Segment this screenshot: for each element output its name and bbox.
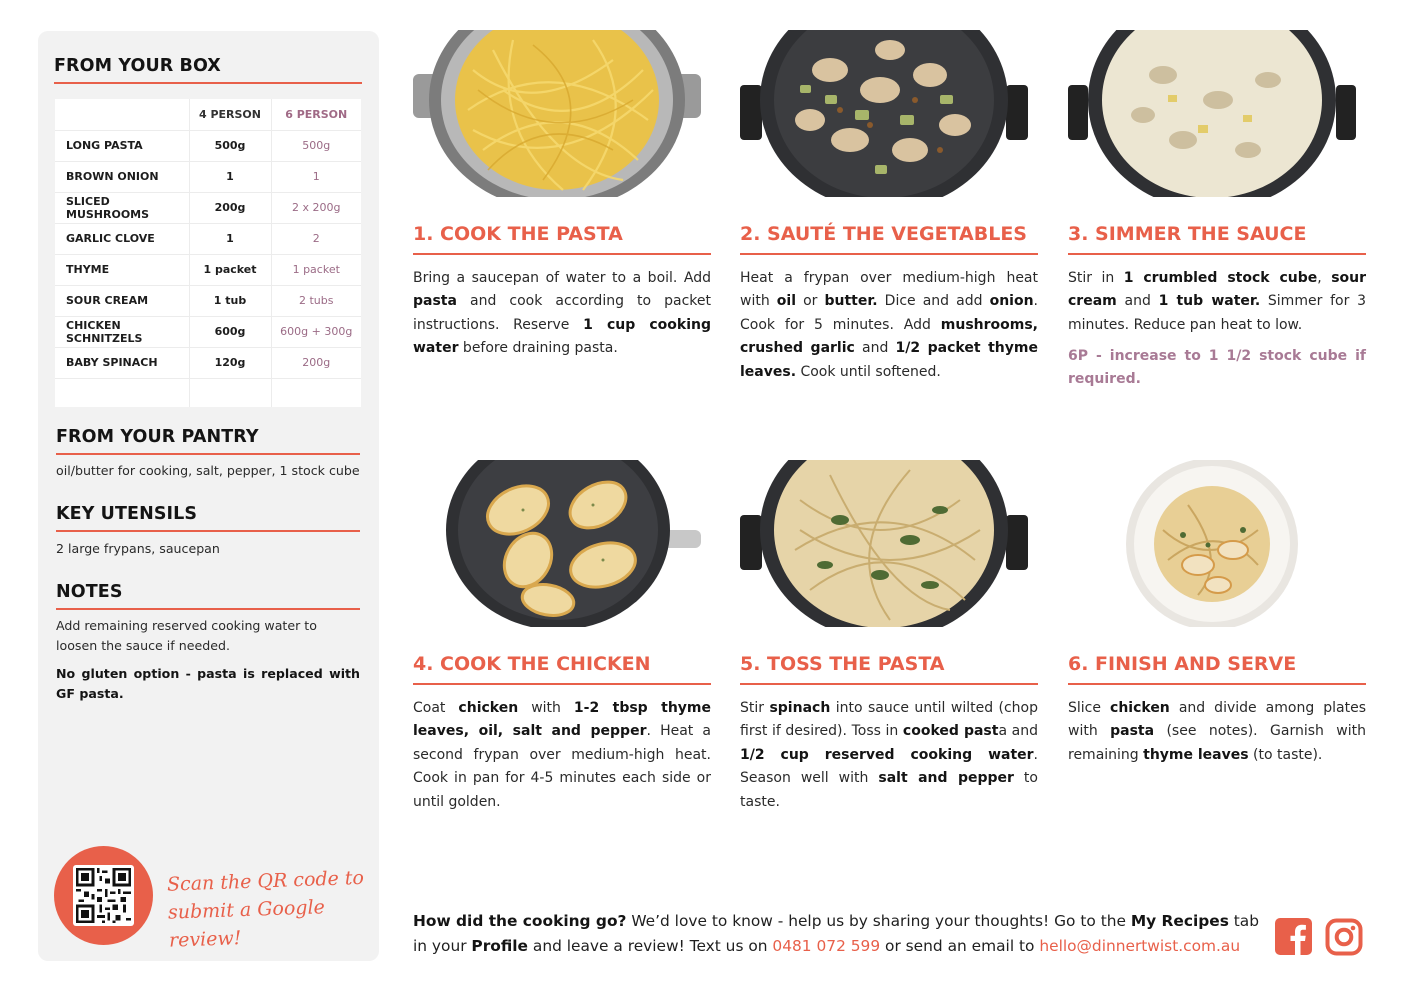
table-row bbox=[55, 316, 361, 347]
ingredient-name: CHICKEN SCHNITZELS bbox=[55, 316, 189, 347]
qr-badge bbox=[54, 846, 153, 945]
my-recipes-link[interactable]: My Recipes bbox=[1130, 912, 1229, 930]
plated-dish-photo bbox=[1068, 460, 1356, 627]
step-2-title: 2. SAUTÉ THE VEGETABLES bbox=[740, 223, 1027, 245]
utensils-text: 2 large frypans, saucepan bbox=[56, 541, 220, 556]
step-6-text: Slice chicken and divide among plates with pasta (see notes). Garnish with remaining thyme leaves (to taste). bbox=[1068, 700, 1366, 763]
ingredient-name: THYME bbox=[55, 254, 189, 285]
table-row bbox=[55, 254, 361, 285]
table-spacer bbox=[55, 378, 361, 407]
ingredient-name: BROWN ONION bbox=[55, 161, 189, 192]
from-your-box-title: FROM YOUR BOX bbox=[54, 56, 221, 76]
divider bbox=[56, 530, 360, 532]
qty-4: 120g bbox=[189, 347, 271, 378]
qr-text-line-2: submit a Google review! bbox=[167, 896, 326, 952]
profile-link[interactable]: Profile bbox=[471, 937, 528, 955]
facebook-icon[interactable] bbox=[1275, 918, 1312, 955]
qty-6: 2 bbox=[271, 223, 361, 254]
divider bbox=[54, 82, 362, 84]
qty-6: 1 packet bbox=[271, 254, 361, 285]
ingredient-name: GARLIC CLOVE bbox=[55, 223, 189, 254]
table-row bbox=[55, 347, 361, 378]
qty-4: 500g bbox=[189, 130, 271, 161]
ingredients-panel bbox=[38, 31, 379, 961]
ingredient-name: LONG PASTA bbox=[55, 130, 189, 161]
step-4-title: 4. COOK THE CHICKEN bbox=[413, 653, 651, 675]
email-link[interactable]: hello@dinnertwist.com.au bbox=[1039, 937, 1241, 955]
tossed-pasta-photo bbox=[740, 460, 1028, 627]
divider bbox=[740, 253, 1038, 255]
qty-6: 2 tubs bbox=[271, 285, 361, 316]
from-your-pantry-title: FROM YOUR PANTRY bbox=[56, 427, 259, 447]
header-4-person: 4 PERSON bbox=[189, 99, 271, 130]
header-6-person: 6 PERSON bbox=[271, 99, 361, 130]
notes-gluten-free: No gluten option - pasta is replaced with GF pasta. bbox=[56, 666, 360, 701]
qty-4: 600g bbox=[189, 316, 271, 347]
footer-text: tab in your bbox=[413, 912, 1259, 955]
table-row bbox=[55, 285, 361, 316]
step-3-text: Stir in 1 crumbled stock cube, sour cream and 1 tub water. Simmer for 3 minutes. Reduce pan heat to low. bbox=[1068, 270, 1367, 333]
divider bbox=[413, 683, 711, 685]
creamy-sauce-photo bbox=[1068, 30, 1356, 197]
qty-6: 2 x 200g bbox=[271, 192, 361, 223]
divider bbox=[56, 453, 360, 455]
qty-6: 600g + 300g bbox=[271, 316, 361, 347]
phone-link[interactable]: 0481 072 599 bbox=[772, 937, 881, 955]
qty-6: 200g bbox=[271, 347, 361, 378]
step-5-title: 5. TOSS THE PASTA bbox=[740, 653, 945, 675]
chicken-in-frypan-photo bbox=[413, 460, 701, 627]
pasta-in-saucepan-photo bbox=[413, 30, 701, 197]
table-row bbox=[55, 130, 361, 161]
key-utensils-title: KEY UTENSILS bbox=[56, 504, 198, 524]
review-footer bbox=[413, 909, 1263, 959]
ingredient-name: BABY SPINACH bbox=[55, 347, 189, 378]
notes-text: Add remaining reserved cooking water to loosen the sauce if needed. bbox=[56, 618, 317, 653]
notes-title: NOTES bbox=[56, 582, 123, 602]
footer-text: and leave a review! Text us on bbox=[528, 937, 773, 955]
divider bbox=[1068, 683, 1366, 685]
step-2-text: Heat a frypan over medium-high heat with oil or butter. Dice and add onion. Cook for 5 minutes. Add mushrooms, crushed garlic and 1/2 packet thyme leaves. Cook until softened. bbox=[740, 270, 1038, 380]
divider bbox=[1068, 253, 1366, 255]
qty-4: 200g bbox=[189, 192, 271, 223]
table-row bbox=[55, 223, 361, 254]
qr-code-icon[interactable] bbox=[73, 865, 134, 926]
table-row bbox=[55, 161, 361, 192]
qty-6: 1 bbox=[271, 161, 361, 192]
footer-question: How did the cooking go? bbox=[413, 912, 627, 930]
qr-text-line-1: Scan the QR code to bbox=[166, 866, 365, 896]
step-5-text: Stir spinach into sauce until wilted (chop first if desired). Toss in cooked pasta and 1/2 cup reserved cooking water. Season well with salt and pepper to taste. bbox=[740, 700, 1038, 810]
step-1-title: 1. COOK THE PASTA bbox=[413, 223, 623, 245]
ingredients-table bbox=[55, 99, 361, 407]
pantry-text: oil/butter for cooking, salt, pepper, 1 stock cube bbox=[56, 463, 360, 478]
step-3-title: 3. SIMMER THE SAUCE bbox=[1068, 223, 1307, 245]
table-header-blank bbox=[55, 99, 189, 130]
qty-4: 1 packet bbox=[189, 254, 271, 285]
divider bbox=[413, 253, 711, 255]
table-row bbox=[55, 192, 361, 223]
footer-text: We’d love to know - help us by sharing your thoughts! Go to the bbox=[626, 912, 1131, 930]
step-1-text: Bring a saucepan of water to a boil. Add pasta and cook according to packet instructions. Reserve 1 cup cooking water before draining pasta. bbox=[413, 270, 711, 357]
divider bbox=[56, 608, 360, 610]
footer-text: or send an email to bbox=[880, 937, 1040, 955]
qty-4: 1 bbox=[189, 223, 271, 254]
vegetables-in-frypan-photo bbox=[740, 30, 1028, 197]
qr-review-text bbox=[167, 863, 381, 954]
qty-4: 1 tub bbox=[189, 285, 271, 316]
ingredient-name: SLICED MUSHROOMS bbox=[55, 192, 189, 223]
step-6-title: 6. FINISH AND SERVE bbox=[1068, 653, 1297, 675]
instagram-icon[interactable] bbox=[1325, 918, 1362, 955]
step-4-text: Coat chicken with 1-2 tbsp thyme leaves, oil, salt and pepper. Heat a second frypan over medium-high heat. Cook in pan for 4-5 minutes each side or until golden. bbox=[413, 700, 712, 810]
qty-4: 1 bbox=[189, 161, 271, 192]
qty-6: 500g bbox=[271, 130, 361, 161]
ingredient-name: SOUR CREAM bbox=[55, 285, 189, 316]
divider bbox=[740, 683, 1038, 685]
step-3-note: 6P - increase to 1 1/2 stock cube if required. bbox=[1068, 348, 1366, 388]
